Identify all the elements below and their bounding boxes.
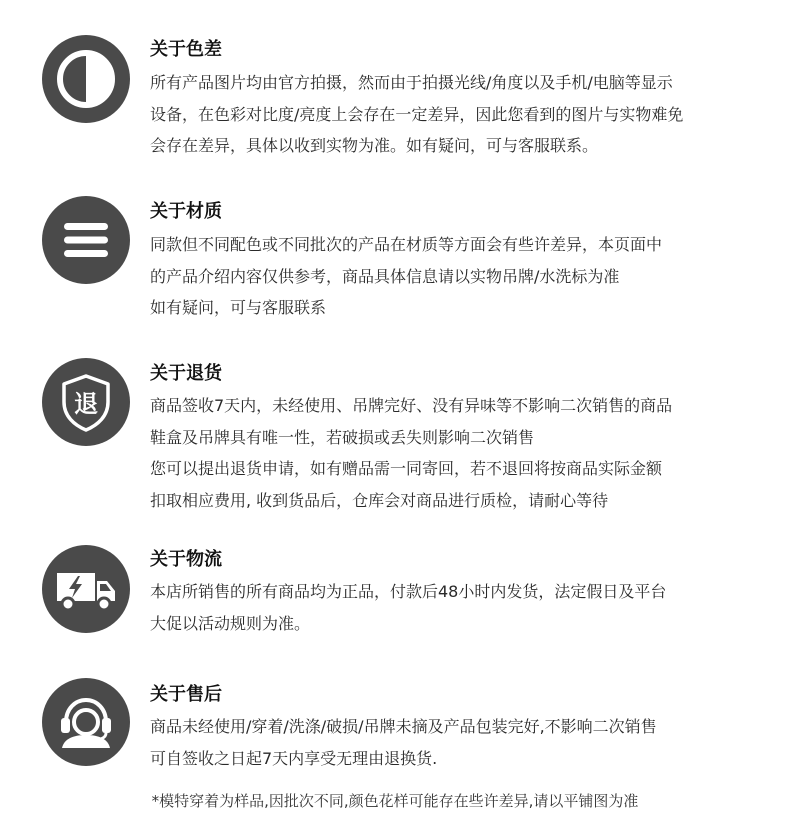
customer-service-headset-icon (42, 678, 130, 766)
body-line: 扣取相应费用, 收到货品后，仓库会对商品进行质检，请耐心等待 (150, 490, 609, 510)
section-body (150, 711, 770, 774)
half-circle-icon (42, 35, 130, 123)
body-line: 如有疑问，可与客服联系 (150, 298, 327, 317)
menu-lines-icon (42, 196, 130, 284)
delivery-truck-icon (42, 545, 130, 633)
return-shield-icon (42, 358, 130, 446)
body-line: 的产品介绍内容仅供参考，商品具体信息请以实物吊牌/水洗标为准 (150, 266, 620, 286)
body-line: 商品签收7天内，未经使用、吊牌完好、没有异味等不影响二次销售的商品 (150, 396, 673, 415)
footnote: *模特穿着为样品,因批次不同,颜色花样可能存在些许差异,请以平铺图为准 (151, 792, 639, 810)
return-glyph: 退 (74, 390, 98, 418)
body-line: 会存在差异，具体以收到实物为准。如有疑问，可与客服联系。 (150, 136, 599, 155)
body-line: 鞋盒及吊牌具有唯一性，若破损或丢失则影响二次销售 (150, 427, 535, 447)
section-title: 关于物流 (150, 549, 222, 570)
section-body (150, 67, 770, 162)
section-title: 关于退货 (150, 363, 222, 384)
body-line: 设备，在色彩对比度/亮度上会存在一定差异，因此您看到的图片与实物难免 (150, 104, 684, 124)
body-line: 商品未经使用/穿着/洗涤/破损/吊牌未摘及产品包装完好,不影响二次销售 (150, 717, 657, 736)
body-line: 您可以提出退货申请，如有赠品需一同寄回，若不退回将按商品实际金额 (150, 459, 663, 478)
section-body (150, 229, 770, 324)
section-title: 关于色差 (150, 39, 222, 60)
body-line: 本店所销售的所有商品均为正品，付款后48小时内发货，法定假日及平台 (150, 582, 667, 601)
body-line: 同款但不同配色或不同批次的产品在材质等方面会有些许差异，本页面中 (150, 235, 663, 254)
section-body (150, 390, 770, 516)
body-line: 可自签收之日起7天内享受无理由退换货. (150, 748, 438, 768)
section-body (150, 576, 770, 639)
body-line: 所有产品图片均由官方拍摄，然而由于拍摄光线/角度以及手机/电脑等显示 (150, 73, 673, 92)
body-line: 大促以活动规则为准。 (150, 613, 311, 633)
section-title: 关于售后 (150, 684, 222, 705)
section-title: 关于材质 (150, 201, 222, 222)
